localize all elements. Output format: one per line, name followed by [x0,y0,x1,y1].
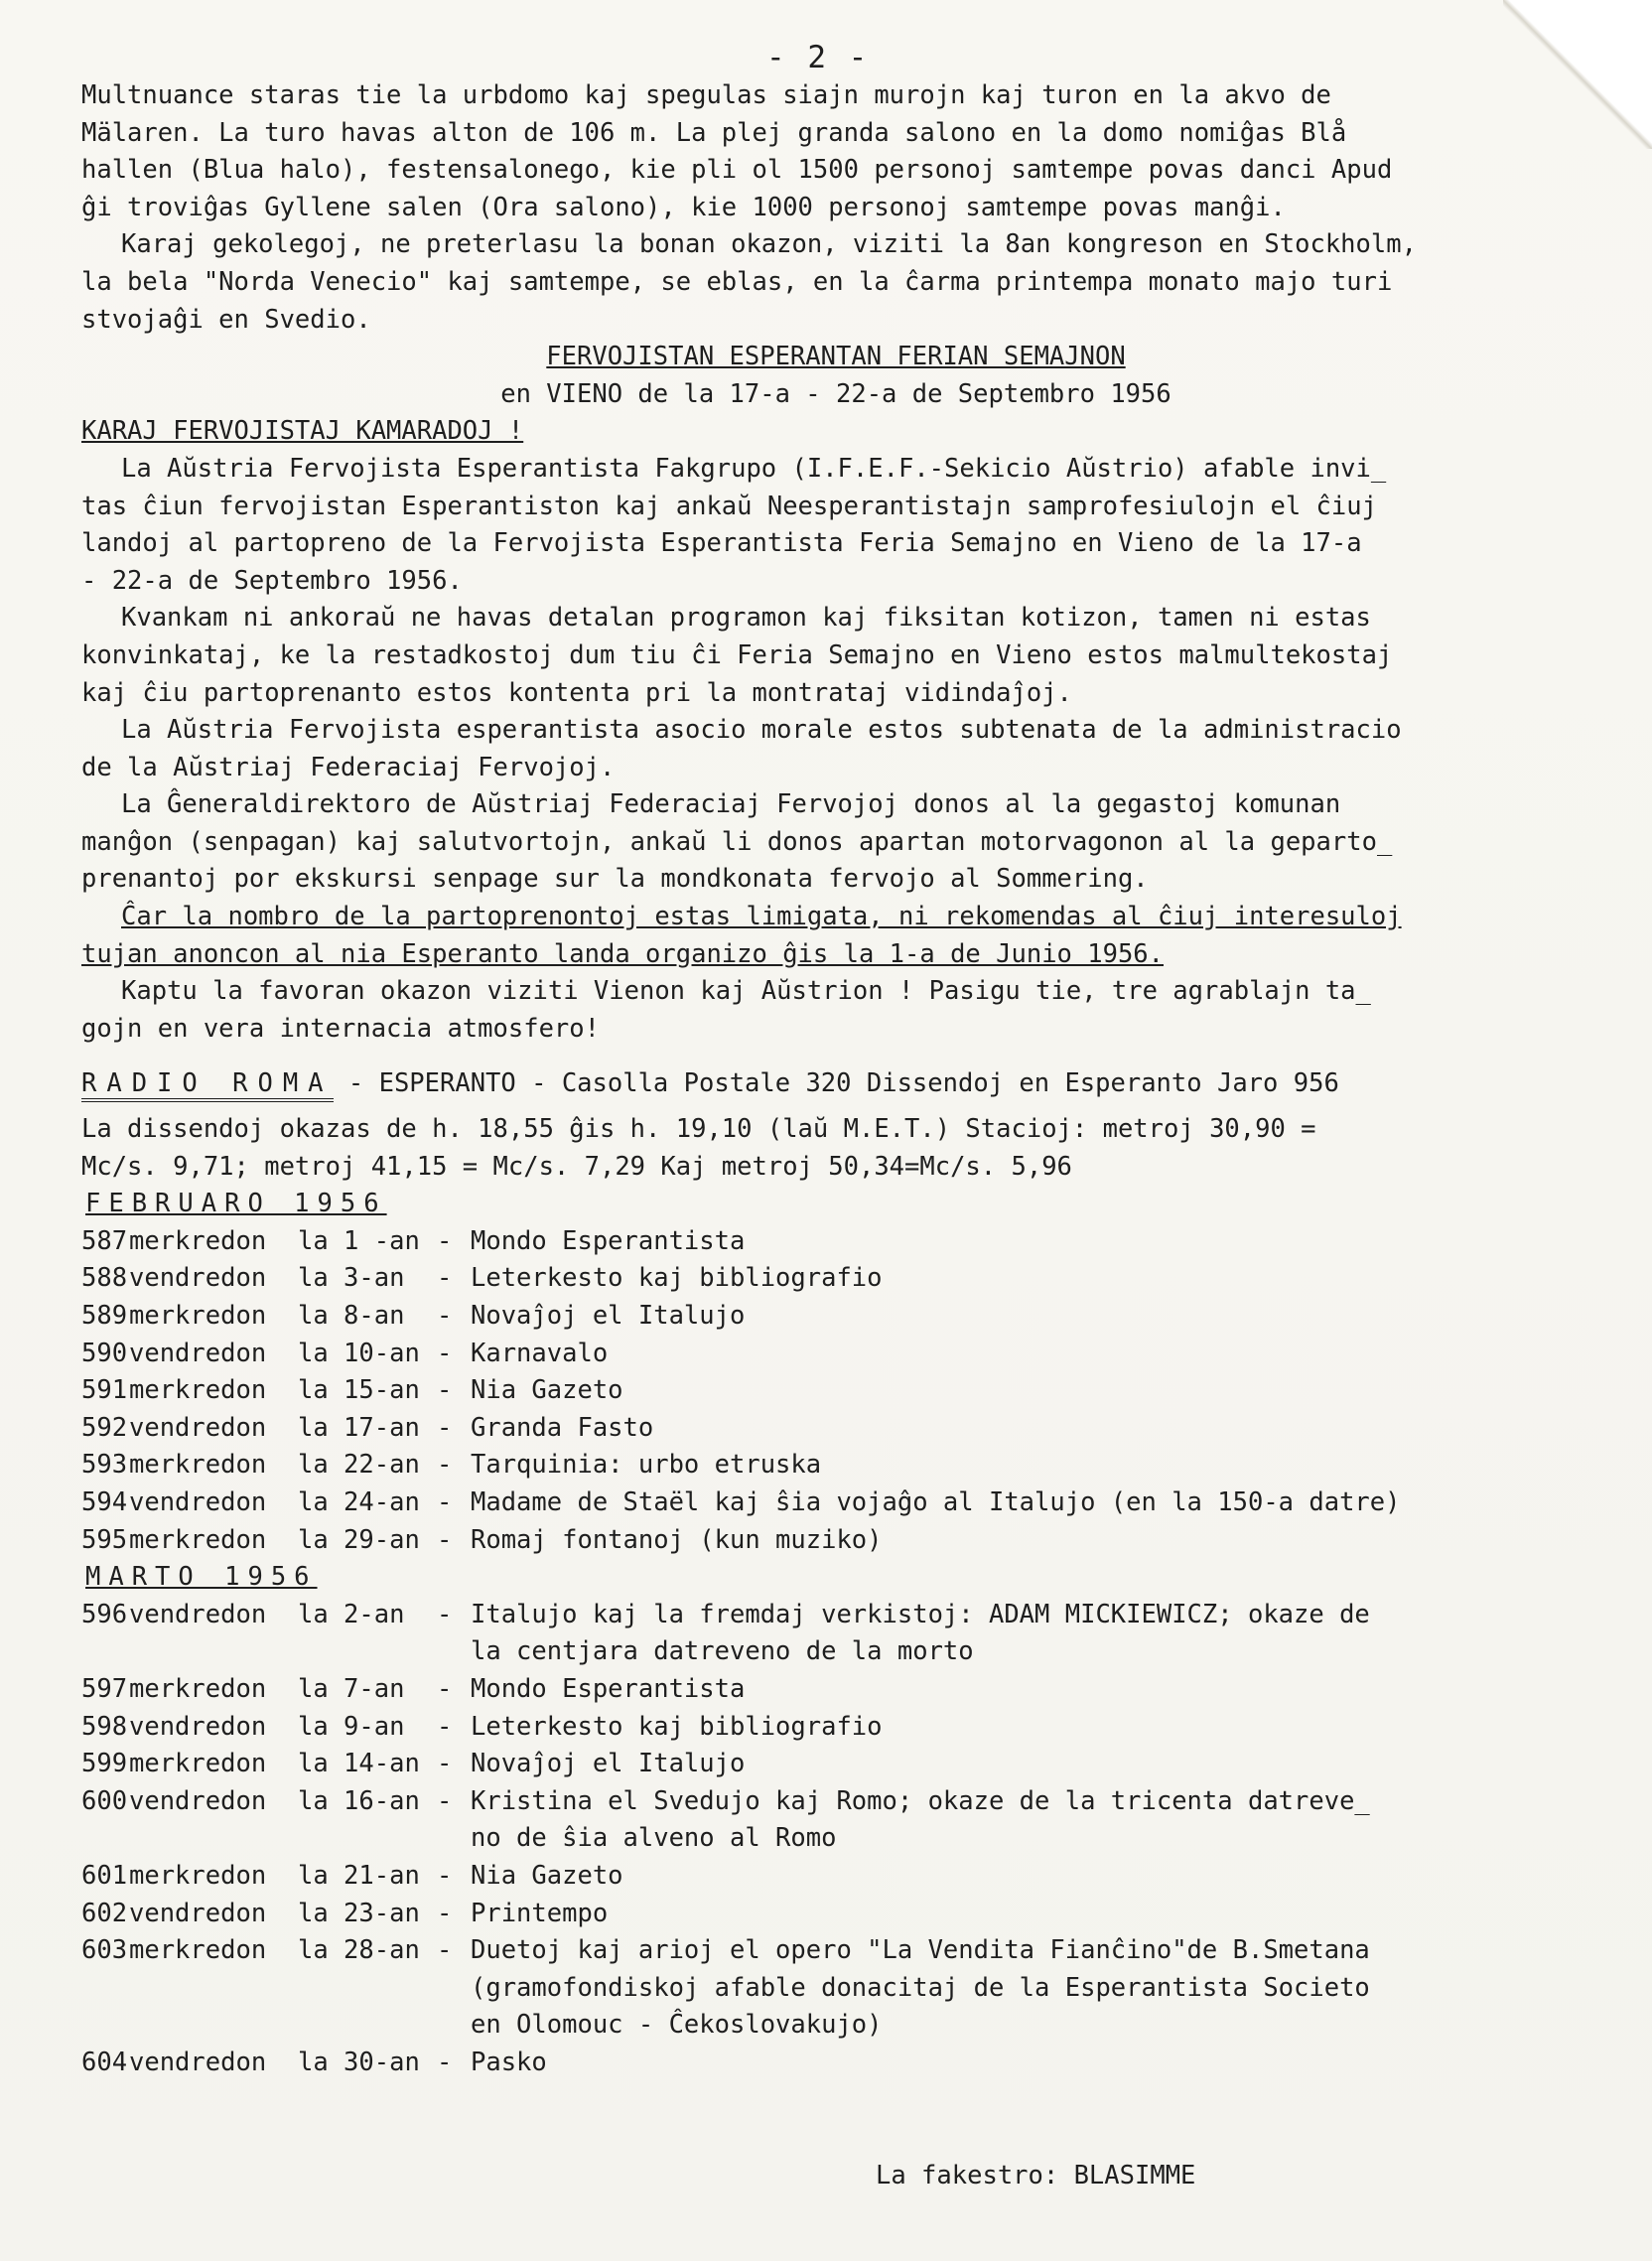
spacer [81,1103,1590,1111]
text-line: Kvankam ni ankoraŭ ne havas detalan programon kaj fiksitan kotizon, tamen ni estas [121,603,1371,634]
program-title: Leterkesto kaj bibliografio [471,1711,883,1742]
program-day: merkredon [129,1450,267,1481]
program-date: la 16-an [298,1785,420,1816]
schedule-row [81,1260,1590,1298]
program-day: merkredon [129,1860,267,1891]
program-title: Mondo Esperantista [471,1225,746,1256]
schedule-row [81,1597,1590,1634]
program-title: Romaj fontanoj (kun muziko) [471,1524,883,1555]
program-number: 596 [81,1599,128,1629]
feria-subtitle: en VIENO de la 17-a - 22-a de Septembro 1956 [500,378,1171,409]
text-line: La Aŭstria Fervojista esperantista asocio morale estos subtenata de la administracio [121,715,1402,746]
text-line: hallen (Blua halo), festensalonego, kie pli ol 1500 personoj samtempe povas danci Apud [81,155,1393,186]
program-number: 598 [81,1711,128,1742]
program-dash: - [437,1412,453,1443]
program-day: vendredon [129,1785,267,1816]
program-date: la 24-an [298,1486,420,1517]
text-line: La Ĝeneraldirektoro de Aŭstriaj Federaciaj Fervojoj donos al la gegastoj komunan [121,789,1341,820]
program-number: 603 [81,1935,128,1966]
program-title-continuation: (gramofondiskoj afable donacitaj de la Esperantista Societo [471,1972,1370,2003]
program-date: la 3-an [298,1263,405,1294]
program-dash: - [437,1785,453,1816]
empty-cell [437,1633,471,1671]
program-day: merkredon [129,1301,267,1331]
program-day: vendredon [129,1338,267,1368]
program-dash: - [437,1898,453,1928]
program-title: Madame de Staël kaj ŝia vojaĝo al Italujo (en la 150-a datre) [471,1486,1401,1517]
program-title: Nia Gazeto [471,1860,623,1891]
program-dash: - [437,1935,453,1966]
program-number: 604 [81,2047,128,2077]
program-title: Nia Gazeto [471,1375,623,1406]
empty-cell [298,2007,437,2045]
empty-cell [81,2007,129,2045]
program-number: 594 [81,1486,128,1517]
schedule-row [81,1336,1590,1373]
program-number: 589 [81,1301,128,1331]
program-date: la 7-an [298,1673,405,1704]
program-dash: - [437,1450,453,1481]
page-number: - 2 - [766,40,870,75]
empty-cell [437,2007,471,2045]
program-title-continuation: en Olomouc - Ĉekoslovakujo) [471,2010,883,2041]
program-day: merkredon [129,1225,267,1256]
program-day: vendredon [129,1711,267,1742]
program-day: vendredon [129,1599,267,1629]
schedule-row [81,1298,1590,1336]
program-day: merkredon [129,1673,267,1704]
program-dash: - [437,1749,453,1779]
program-number: 592 [81,1412,128,1443]
program-dash: - [437,2047,453,2077]
radio-name: RADIO ROMA [81,1068,334,1102]
radio-info-line: Mc/s. 9,71; metroj 41,15 = Mc/s. 7,29 Kaj metroj 50,34=Mc/s. 5,96 [81,1151,1072,1182]
text-line-underlined: Ĉar la nombro de la partoprenontoj estas limigata, ni rekomendas al ĉiuj interesuloj [121,902,1402,932]
program-day: vendredon [129,1263,267,1294]
program-title: Printempo [471,1898,609,1928]
program-number: 588 [81,1263,128,1294]
program-number: 602 [81,1898,128,1928]
program-title-continuation: no de ŝia alveno al Romo [471,1823,837,1854]
program-title: Granda Fasto [471,1412,654,1443]
empty-cell [81,1633,129,1671]
program-title: Tarquinia: urbo etruska [471,1450,822,1481]
empty-cell [129,1820,298,1858]
text-line: tas ĉiun fervojistan Esperantiston kaj ankaŭ Neesperantistajn samprofesiulojn el ĉiuj [81,491,1377,521]
schedule-row-continuation [81,1633,1590,1671]
text-line: - 22-a de Septembro 1956. [81,565,463,596]
program-number: 599 [81,1749,128,1779]
empty-cell [298,1633,437,1671]
schedule-row [81,1447,1590,1484]
schedule-row [81,1858,1590,1896]
empty-cell [298,1970,437,2008]
program-dash: - [437,1711,453,1742]
program-title: Italujo kaj la fremdaj verkistoj: ADAM MICKIEWICZ; okaze de [471,1599,1370,1629]
program-number: 597 [81,1673,128,1704]
program-date: la 21-an [298,1860,420,1891]
program-day: vendredon [129,1412,267,1443]
empty-cell [437,1970,471,2008]
schedule-row [81,1671,1590,1709]
program-dash: - [437,1225,453,1256]
program-date: la 8-an [298,1301,405,1331]
program-dash: - [437,1301,453,1331]
program-title: Kristina el Svedujo kaj Romo; okaze de la tricenta datreve_ [471,1785,1370,1816]
radio-heading-rest: - ESPERANTO - Casolla Postale 320 Dissendoj en Esperanto Jaro 956 [347,1068,1339,1099]
text-line: La Aŭstria Fervojista Esperantista Fakgrupo (I.F.E.F.-Sekicio Aŭstrio) afable invi_ [121,453,1387,484]
program-title: Novaĵoj el Italujo [471,1749,746,1779]
empty-cell [298,1820,437,1858]
program-date: la 10-an [298,1338,420,1368]
program-date: la 1 -an [298,1225,420,1256]
program-title-continuation: la centjara datreveno de la morto [471,1636,974,1667]
stockholm-paragraph [81,77,1590,339]
schedule-row [81,1484,1590,1522]
program-dash: - [437,1375,453,1406]
empty-cell [437,1820,471,1858]
text-line: prenantoj por ekskursi senpage sur la mondkonata fervojo al Sommering. [81,864,1149,895]
schedule-row-continuation [81,2007,1590,2045]
program-date: la 15-an [298,1375,420,1406]
program-date: la 29-an [298,1524,420,1555]
program-dash: - [437,1338,453,1368]
program-date: la 9-an [298,1711,405,1742]
program-number: 601 [81,1860,128,1891]
schedule-row-continuation [81,1820,1590,1858]
text-line: Mälaren. La turo havas alton de 106 m. La plej granda salono en la domo nomiĝas Blå [81,117,1347,148]
program-number: 600 [81,1785,128,1816]
radio-heading [81,1065,1590,1103]
program-title: Leterkesto kaj bibliografio [471,1263,883,1294]
program-title: Novaĵoj el Italujo [471,1301,746,1331]
program-number: 587 [81,1225,128,1256]
marto-schedule [81,1597,1590,2082]
schedule-row [81,1896,1590,1933]
program-date: la 17-an [298,1412,420,1443]
empty-cell [81,1970,129,2008]
program-title: Pasko [471,2047,547,2077]
program-day: vendredon [129,1486,267,1517]
greeting: KARAJ FERVOJISTAJ KAMARADOJ ! [81,416,524,447]
text-line: Karaj gekolegoj, ne preterlasu la bonan okazon, viziti la 8an kongreson en Stockholm, [121,229,1417,260]
program-dash: - [437,1860,453,1891]
program-date: la 14-an [298,1749,420,1779]
program-dash: - [437,1673,453,1704]
schedule-row [81,1709,1590,1747]
program-dash: - [437,1486,453,1517]
text-line: de la Aŭstriaj Federaciaj Fervojoj. [81,752,616,782]
program-dash: - [437,1263,453,1294]
program-day: merkredon [129,1935,267,1966]
text-line-underlined: tujan anoncon al nia Esperanto landa organizo ĝis la 1-a de Junio 1956. [81,938,1165,969]
text-line: Multnuance staras tie la urbdomo kaj spegulas siajn murojn kaj turon en la akvo de [81,80,1331,110]
program-day: merkredon [129,1749,267,1779]
program-day: merkredon [129,1375,267,1406]
text-line: la bela "Norda Venecio" kaj samtempe, se eblas, en la ĉarma printempa monato majo turi [81,266,1393,297]
program-dash: - [437,1599,453,1629]
text-line: konvinkataj, ke la restadkostoj dum tiu ĉi Feria Semajno en Vieno estos malmultekostaj [81,639,1393,670]
program-date: la 22-an [298,1450,420,1481]
program-number: 593 [81,1450,128,1481]
program-date: la 2-an [298,1599,405,1629]
schedule-row [81,1372,1590,1410]
feria-paragraph [81,451,1590,1049]
program-title: Karnavalo [471,1338,609,1368]
schedule-row [81,1783,1590,1821]
empty-cell [129,2007,298,2045]
empty-cell [129,1970,298,2008]
text-line: Kaptu la favoran okazon viziti Vienon kaj Aŭstrion ! Pasigu tie, tre agrablajn ta_ [121,976,1371,1007]
text-line: gojn en vera internacia atmosfero! [81,1013,600,1044]
text-line: stvojaĝi en Svedio. [81,304,371,335]
schedule-row [81,1932,1590,1970]
document-body [81,77,1590,2081]
month-heading-marto: MARTO 1956 [85,1562,318,1593]
program-day: vendredon [129,2047,267,2077]
schedule-row [81,1223,1590,1261]
program-day: merkredon [129,1524,267,1555]
program-dash: - [437,1524,453,1555]
text-line: manĝon (senpagan) kaj salutvortojn, ankaŭ li donos apartan motorvagonon al la geparto_ [81,826,1393,857]
schedule-row [81,2045,1590,2082]
empty-cell [129,1633,298,1671]
month-heading-februaro: FEBRUARO 1956 [85,1189,387,1219]
program-number: 595 [81,1524,128,1555]
signature: La fakestro: BLASIMME [876,2161,1196,2190]
program-date: la 23-an [298,1898,420,1928]
program-day: vendredon [129,1898,267,1928]
text-line: ĝi troviĝas Gyllene salen (Ora salono), kie 1000 personoj samtempe povas manĝi. [81,192,1286,222]
program-date: la 28-an [298,1935,420,1966]
schedule-row [81,1410,1590,1448]
text-line: kaj ĉiu partoprenanto estos kontenta pri la montrataj vidindaĵoj. [81,677,1072,708]
program-title: Mondo Esperantista [471,1673,746,1704]
empty-cell [81,1820,129,1858]
februaro-schedule [81,1223,1590,1559]
program-number: 590 [81,1338,128,1368]
program-date: la 30-an [298,2047,420,2077]
program-number: 591 [81,1375,128,1406]
schedule-row [81,1746,1590,1783]
program-title: Duetoj kaj arioj el opero "La Vendita Fianĉino"de B.Smetana [471,1935,1370,1966]
radio-info-line: La dissendoj okazas de h. 18,55 ĝis h. 19,10 (laŭ M.E.T.) Stacioj: metroj 30,90 = [81,1114,1316,1145]
schedule-row-continuation [81,1970,1590,2008]
spacer [81,1048,1590,1065]
feria-title: FERVOJISTAN ESPERANTAN FERIAN SEMAJNON [546,342,1126,372]
text-line: landoj al partopreno de la Fervojista Esperantista Feria Semajno en Vieno de la 17-a [81,528,1362,559]
schedule-row [81,1522,1590,1560]
